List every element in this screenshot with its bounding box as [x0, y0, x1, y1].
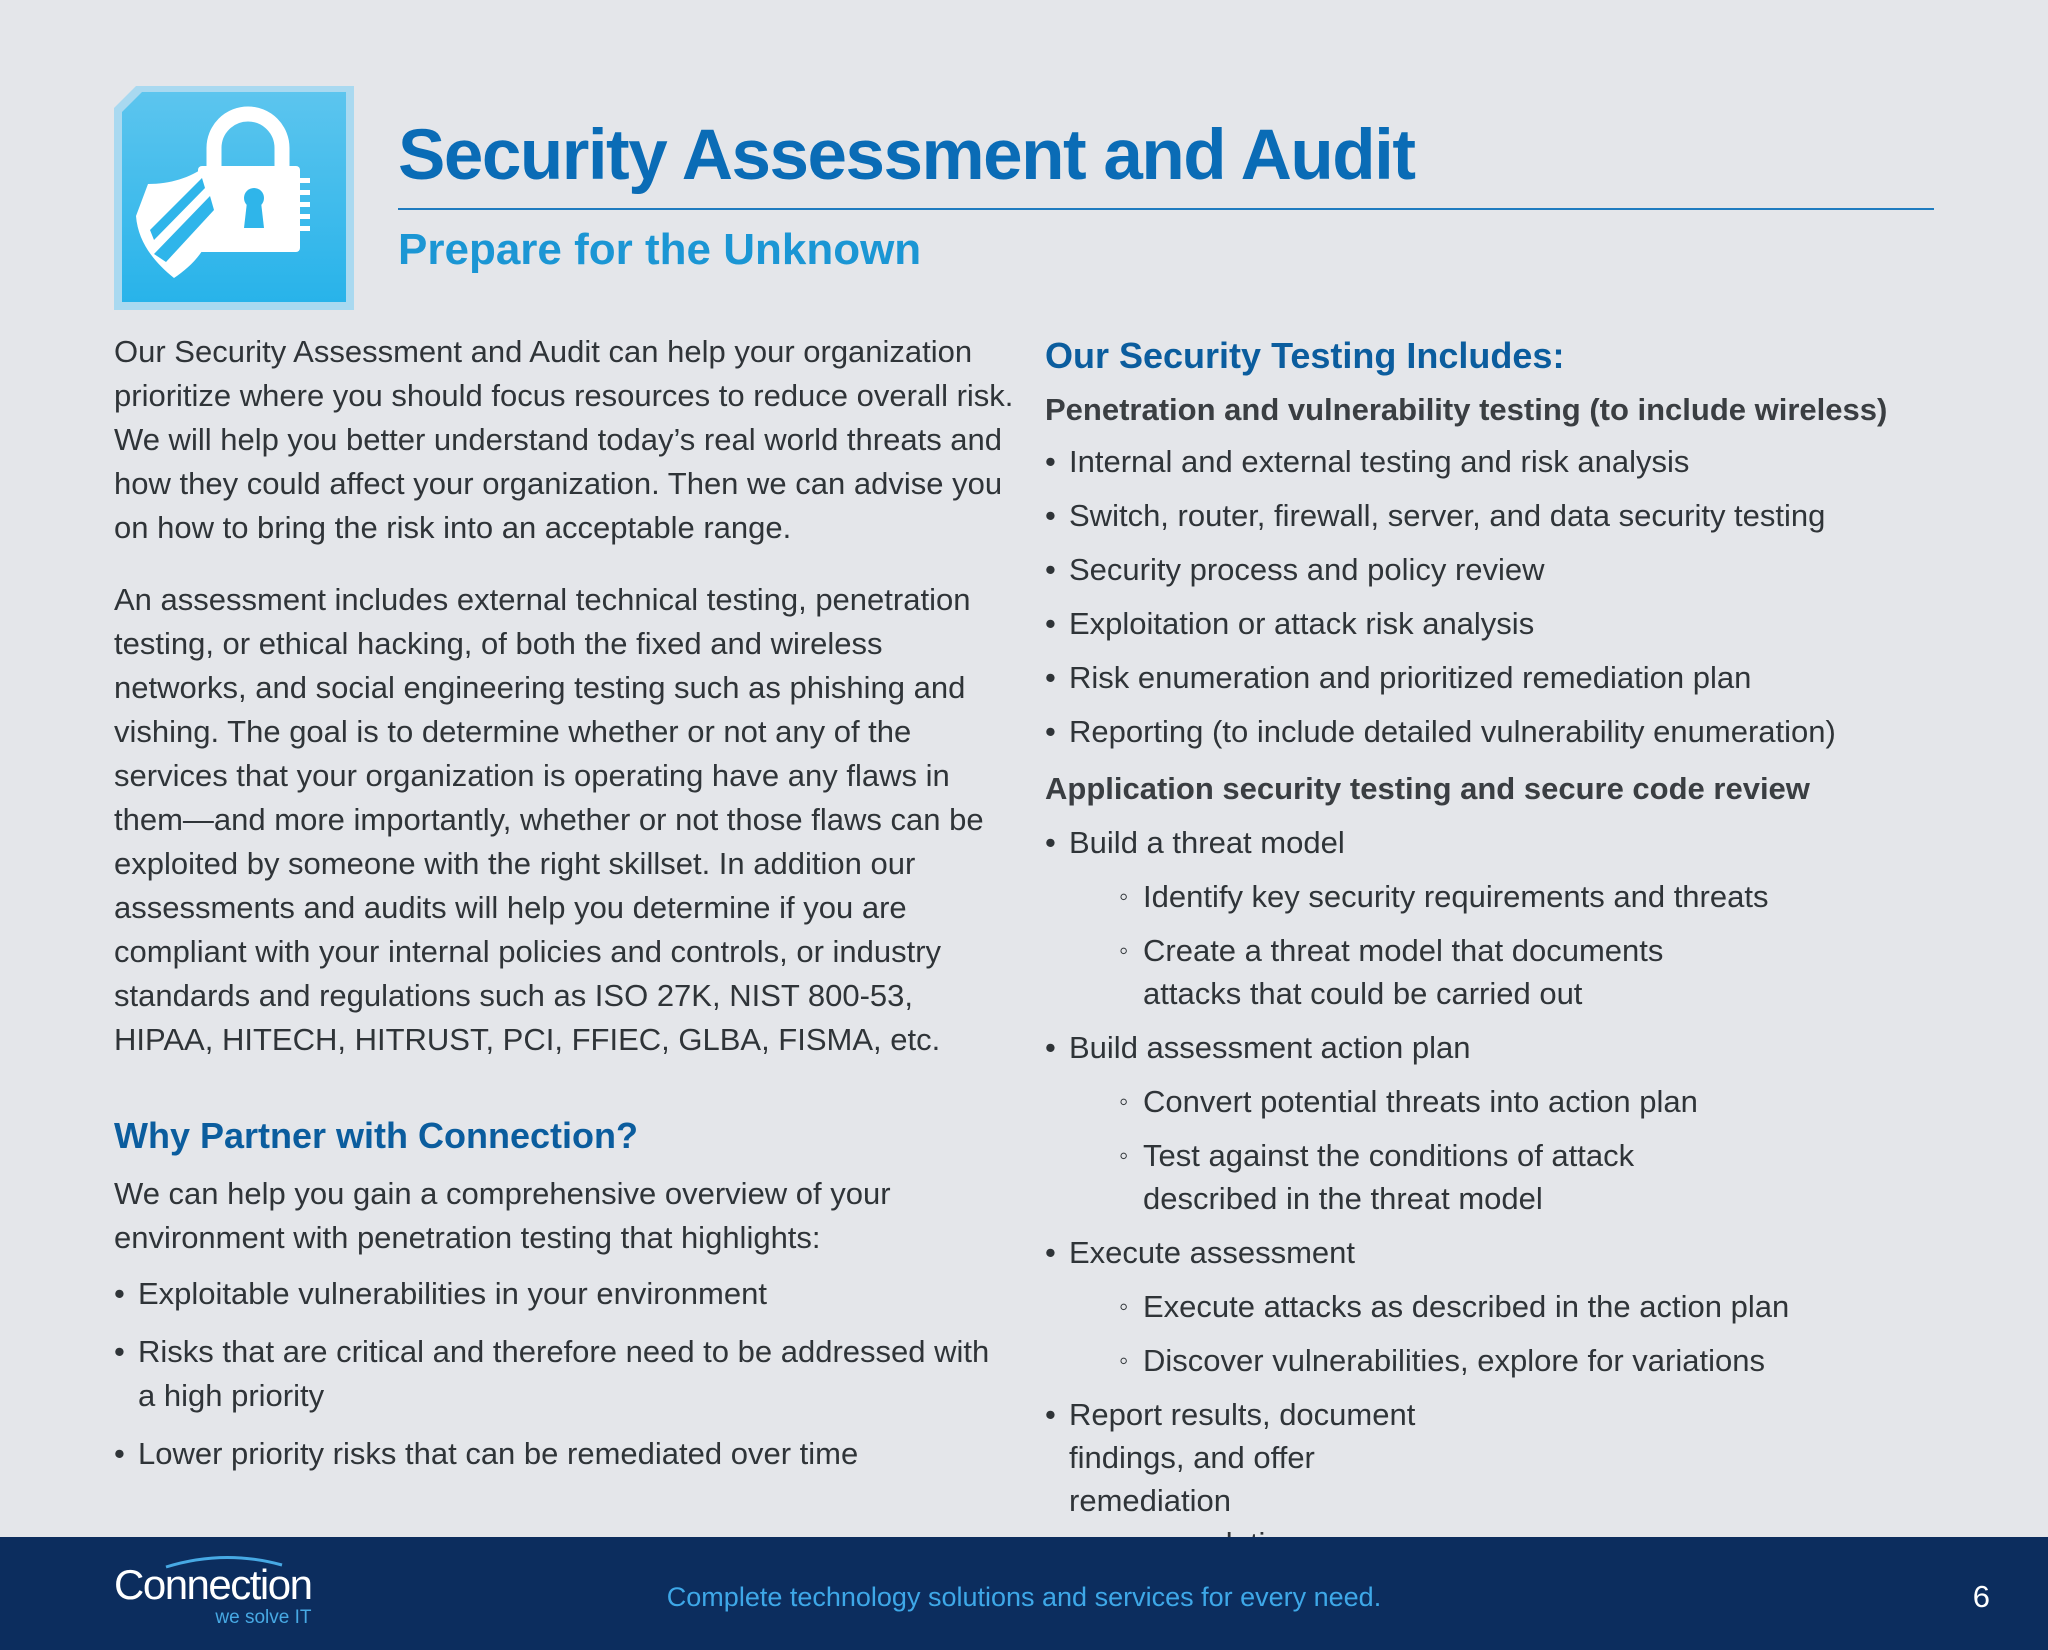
list-item: • Switch, router, firewall, server, and data security testing [1045, 494, 1965, 537]
logo-wordmark: Connection [114, 1561, 312, 1608]
list-item: • Reporting (to include detailed vulnerability enumeration) [1045, 710, 1965, 753]
logo-swoosh-icon [164, 1555, 284, 1569]
intro-paragraph: An assessment includes external technical testing, penetration testing, or ethical hacking, of both the fixed and wireless networks, and social engineering testing such as phishing and vishing. The goal is to determine whether or not any of the services that your organization is operating have any flaws in them—and more importantly, whether or not those flaws can be exploited by someone with the right skillset. In addition our assessments and audits will help you determine if you are compliant with your internal policies and controls, or industry standards and regulations such as ISO 27K, NIST 800-53, HIPAA, HITECH, HITRUST, PCI, FFIEC, GLBA, FISMA, etc. [114, 582, 984, 1057]
sub-list-item: ◦ Create a threat model that documents attacks that could be carried out [1119, 929, 1965, 1015]
page-number: 6 [1972, 1579, 1990, 1614]
sub-list-item: ◦ Execute attacks as described in the action plan [1119, 1285, 1965, 1328]
hero-icon [114, 86, 354, 310]
list-item: • Internal and external testing and risk analysis [1045, 440, 1965, 483]
list-item-label: Build assessment action plan [1069, 1030, 1471, 1065]
why-partner-heading: Why Partner with Connection? [114, 1115, 639, 1156]
list-item: • Risk enumeration and prioritized remediation plan [1045, 656, 1965, 699]
sub-list-item: ◦ Convert potential threats into action plan [1119, 1080, 1965, 1123]
sub-list [1069, 1080, 1965, 1220]
list-item-label: Execute assessment [1069, 1235, 1356, 1270]
list-item: • Risks that are critical and therefore need to be addressed with a high priority [114, 1330, 1014, 1418]
logo-tagline: we solve IT [215, 1607, 312, 1628]
right-column [1045, 330, 1965, 1576]
shield-padlock-icon [114, 86, 354, 310]
sub-list [1069, 875, 1965, 1015]
title-divider [398, 208, 1934, 210]
sub-list-item: ◦ Discover vulnerabilities, explore for variations [1119, 1339, 1965, 1382]
list-item: • Security process and policy review [1045, 548, 1965, 591]
footer-tagline: Complete technology solutions and services for every need. [666, 1582, 1382, 1612]
list-item [1045, 821, 1965, 1015]
sub-list-item: ◦ Identify key security requirements and threats [1119, 875, 1965, 918]
list-item: • Exploitation or attack risk analysis [1045, 602, 1965, 645]
security-testing-heading: Our Security Testing Includes: [1045, 335, 1565, 376]
app-security-list [1045, 821, 1965, 1565]
app-security-heading: Application security testing and secure code review [1045, 771, 1810, 806]
list-item [1045, 1231, 1965, 1382]
list-item: • Lower priority risks that can be remediated over time [114, 1432, 1014, 1476]
page-subtitle: Prepare for the Unknown [398, 225, 922, 274]
why-partner-intro: We can help you gain a comprehensive overview of your environment with penetration testing that highlights: [114, 1176, 891, 1255]
list-item [1045, 1026, 1965, 1220]
left-column [114, 330, 1014, 1490]
footer-bar [0, 1537, 2048, 1650]
sub-list [1069, 1285, 1965, 1382]
list-item: • Exploitable vulnerabilities in your environment [114, 1272, 1014, 1316]
sub-list-item: ◦ Test against the conditions of attack described in the threat model [1119, 1134, 1965, 1220]
page-title: Security Assessment and Audit [398, 116, 1415, 195]
list-item: • Report results, document findings, and offer remediation [1045, 1393, 1965, 1565]
list-item-label: Build a threat model [1069, 825, 1345, 860]
intro-paragraph: Our Security Assessment and Audit can help your organization prioritize where you should focus resources to reduce overall risk. We will help you better understand today’s real world threats and how they could affect your organization. Then we can advise you on how to bring the risk into an acceptable range. [114, 334, 1014, 545]
pen-testing-list [1045, 440, 1965, 753]
pen-testing-heading: Penetration and vulnerability testing (to include wireless) [1045, 392, 1888, 427]
why-partner-list [114, 1272, 1014, 1476]
